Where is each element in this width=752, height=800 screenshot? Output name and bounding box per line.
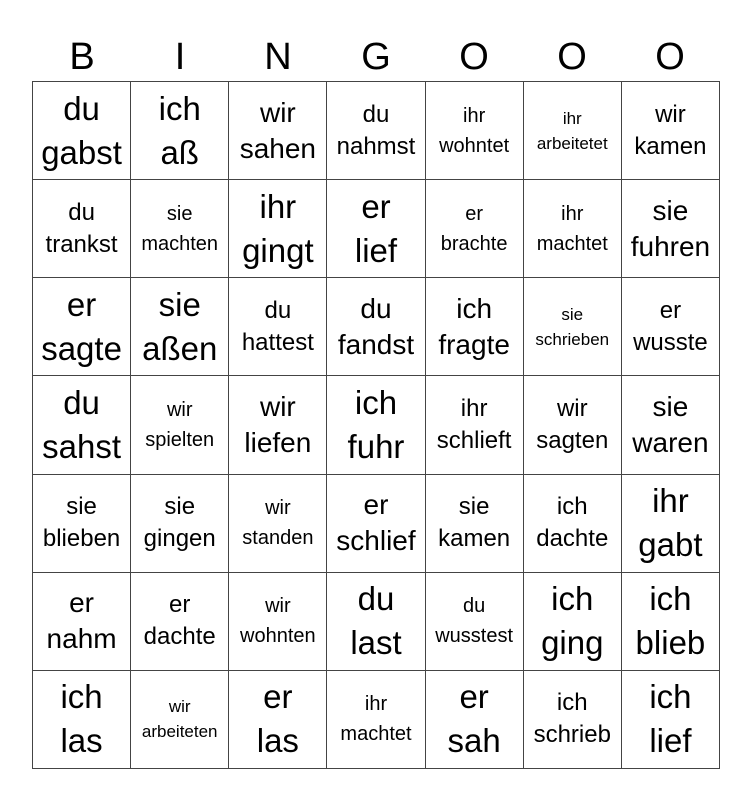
bingo-cell-pronoun: wir [655, 100, 686, 128]
bingo-cell-verb: kamen [438, 525, 511, 553]
bingo-cell-verb: nahmst [336, 132, 416, 160]
bingo-cell-pronoun: ich [556, 493, 588, 521]
bingo-cell[interactable] [229, 671, 327, 769]
bingo-cell[interactable] [327, 671, 425, 769]
bingo-cell-verb: aßen [142, 329, 218, 367]
bingo-cell-pronoun: ich [158, 89, 201, 127]
bingo-cell[interactable] [33, 180, 131, 278]
bingo-cell-pronoun: wir [259, 96, 296, 128]
bingo-cell-verb: blieben [42, 525, 121, 553]
bingo-cell-verb: aß [160, 133, 199, 171]
bingo-cell[interactable] [524, 376, 622, 474]
bingo-cell-pronoun: er [169, 591, 191, 619]
bingo-cell-verb: waren [632, 426, 709, 458]
bingo-cell-verb: gabst [41, 133, 122, 171]
bingo-cell[interactable] [229, 180, 327, 278]
bingo-cell-pronoun: sie [158, 285, 201, 323]
bingo-cell-verb: standen [242, 527, 314, 550]
header-letter-b: B [69, 36, 95, 78]
bingo-cell-pronoun: du [360, 292, 392, 324]
bingo-cell-verb: sagte [41, 329, 122, 367]
bingo-cell[interactable] [622, 475, 720, 573]
bingo-cell[interactable] [33, 573, 131, 671]
bingo-cell-pronoun: du [362, 100, 390, 128]
bingo-cell-verb: schrieben [535, 329, 610, 349]
bingo-cell[interactable] [426, 278, 524, 376]
bingo-cell-pronoun: ich [354, 383, 398, 421]
bingo-cell[interactable] [131, 376, 229, 474]
bingo-cell-pronoun: ihr [463, 104, 486, 127]
bingo-cell-verb: brachte [440, 232, 508, 255]
bingo-cell-verb: ging [541, 624, 604, 662]
bingo-cell[interactable] [131, 82, 229, 180]
bingo-cell[interactable] [426, 180, 524, 278]
bingo-cell-pronoun: er [465, 202, 484, 225]
bingo-cell-pronoun: ich [551, 580, 594, 618]
bingo-cell-pronoun: sie [164, 493, 196, 521]
bingo-cell-verb: wohnten [240, 625, 316, 648]
bingo-cell-verb: fuhr [347, 427, 405, 465]
bingo-cell-verb: sahen [239, 132, 316, 164]
bingo-cell-verb: nahm [46, 623, 117, 655]
bingo-cell-verb: gingt [242, 231, 314, 269]
bingo-cell-verb: machtet [536, 232, 608, 255]
bingo-cell-pronoun: du [463, 595, 486, 618]
bingo-cell-pronoun: wir [166, 398, 193, 421]
bingo-cell-pronoun: sie [166, 202, 193, 225]
bingo-cell[interactable] [229, 573, 327, 671]
bingo-cell-pronoun: ihr [364, 693, 388, 716]
bingo-cell[interactable] [524, 82, 622, 180]
bingo-cell-pronoun: er [363, 489, 389, 521]
bingo-cell[interactable] [327, 82, 425, 180]
bingo-cell-verb: schlief [336, 525, 416, 557]
bingo-cell[interactable] [327, 180, 425, 278]
bingo-cell-verb: schlieft [436, 426, 512, 454]
header-letter-o-2: O [557, 36, 587, 78]
header-letter-g: G [361, 36, 391, 78]
bingo-card-grid [32, 81, 720, 769]
bingo-cell-pronoun: wir [168, 697, 191, 717]
bingo-cell-verb: machtet [340, 723, 412, 746]
bingo-cell[interactable] [426, 671, 524, 769]
bingo-cell[interactable] [131, 180, 229, 278]
bingo-cell[interactable] [426, 475, 524, 573]
bingo-cell-verb: gabt [638, 526, 703, 564]
bingo-cell-verb: lief [354, 231, 398, 269]
bingo-cell-pronoun: ihr [652, 482, 689, 520]
bingo-cell-pronoun: sie [458, 493, 490, 521]
bingo-cell-verb: wusste [633, 328, 708, 356]
bingo-cell-verb: dachte [143, 623, 216, 651]
bingo-cell-verb: trankst [45, 230, 118, 258]
bingo-cell-pronoun: sie [66, 493, 97, 521]
bingo-cell[interactable] [131, 671, 229, 769]
bingo-cell-pronoun: du [264, 296, 292, 324]
bingo-cell-verb: lief [649, 722, 692, 760]
bingo-cell-verb: las [256, 722, 299, 760]
bingo-cell-verb: liefen [244, 426, 312, 458]
bingo-cell-verb: machten [141, 232, 219, 255]
bingo-cell-pronoun: du [68, 198, 95, 226]
bingo-cell[interactable] [33, 475, 131, 573]
bingo-cell-pronoun: er [459, 678, 489, 716]
bingo-cell-pronoun: ich [649, 678, 692, 716]
bingo-cell[interactable] [229, 82, 327, 180]
bingo-cell-verb: fuhren [630, 230, 711, 262]
bingo-cell[interactable] [524, 180, 622, 278]
bingo-cell[interactable] [622, 82, 720, 180]
bingo-cell[interactable] [131, 475, 229, 573]
bingo-cell-pronoun: ihr [460, 394, 488, 422]
bingo-cell-pronoun: er [66, 285, 97, 323]
header-letter-n: N [264, 36, 292, 78]
bingo-cell-verb: hattest [241, 328, 314, 356]
bingo-cell[interactable] [622, 671, 720, 769]
bingo-cell-verb: sagten [536, 426, 609, 454]
bingo-cell[interactable] [229, 278, 327, 376]
bingo-cell[interactable] [33, 82, 131, 180]
bingo-cell[interactable] [33, 376, 131, 474]
bingo-cell-pronoun: wir [556, 394, 588, 422]
bingo-cell[interactable] [524, 671, 622, 769]
bingo-cell-pronoun: ich [456, 292, 493, 324]
bingo-cell[interactable] [426, 376, 524, 474]
bingo-cell-verb: wusstest [435, 625, 514, 648]
bingo-cell[interactable] [622, 376, 720, 474]
bingo-cell[interactable] [327, 376, 425, 474]
bingo-cell[interactable] [524, 573, 622, 671]
bingo-cell[interactable] [229, 475, 327, 573]
bingo-cell-verb: arbeitetet [536, 133, 608, 153]
bingo-cell-verb: sahst [42, 427, 121, 465]
bingo-cell-verb: arbeiteten [141, 722, 218, 742]
bingo-cell-pronoun: ihr [562, 108, 582, 128]
bingo-cell[interactable] [524, 475, 622, 573]
header-letter-o-1: O [459, 36, 489, 78]
bingo-cell-pronoun: ich [556, 689, 588, 717]
bingo-cell-verb: spielten [145, 428, 215, 451]
bingo-cell-pronoun: wir [259, 390, 296, 422]
bingo-cell[interactable] [131, 573, 229, 671]
bingo-cell-verb: sah [447, 722, 501, 760]
bingo-cell-pronoun: ihr [259, 187, 297, 225]
bingo-cell-pronoun: sie [652, 194, 689, 226]
bingo-cell-verb: schrieb [533, 721, 611, 749]
bingo-cell[interactable] [33, 671, 131, 769]
bingo-cell-verb: dachte [536, 525, 609, 553]
bingo-cell-pronoun: ihr [561, 202, 584, 225]
header-letter-o-3: O [655, 36, 685, 78]
bingo-cell-pronoun: er [659, 296, 682, 324]
bingo-cell-pronoun: er [69, 587, 95, 619]
bingo-cell-pronoun: sie [652, 390, 689, 422]
bingo-cell-verb: gingen [143, 525, 216, 553]
bingo-cell-pronoun: er [263, 678, 293, 716]
bingo-cell[interactable] [229, 376, 327, 474]
bingo-cell-pronoun: du [63, 89, 100, 127]
bingo-cell-verb: last [350, 624, 402, 662]
bingo-cell[interactable] [33, 278, 131, 376]
bingo-header [33, 32, 719, 82]
bingo-cell[interactable] [426, 573, 524, 671]
bingo-cell-pronoun: du [63, 383, 100, 421]
bingo-cell-pronoun: sie [561, 304, 584, 324]
bingo-cell[interactable] [327, 475, 425, 573]
bingo-cell-verb: blieb [635, 624, 706, 662]
bingo-cell-pronoun: ich [60, 678, 103, 716]
bingo-cell[interactable] [622, 278, 720, 376]
bingo-cell[interactable] [524, 278, 622, 376]
bingo-cell-verb: kamen [634, 132, 707, 160]
bingo-cell[interactable] [327, 573, 425, 671]
bingo-cell[interactable] [131, 278, 229, 376]
bingo-cell[interactable] [327, 278, 425, 376]
bingo-cell[interactable] [426, 82, 524, 180]
bingo-cell-pronoun: du [357, 580, 395, 618]
bingo-cell-verb: fragte [438, 328, 510, 360]
bingo-cell-pronoun: wir [265, 595, 291, 618]
bingo-cell-verb: wohntet [439, 134, 510, 157]
bingo-cell[interactable] [622, 573, 720, 671]
bingo-cell-verb: las [60, 722, 103, 760]
bingo-cell-pronoun: ich [649, 580, 692, 618]
bingo-cell-pronoun: wir [265, 497, 291, 520]
bingo-cell-verb: fandst [337, 328, 415, 360]
bingo-cell-pronoun: er [361, 187, 391, 225]
bingo-cell[interactable] [622, 180, 720, 278]
header-letter-i: I [174, 36, 186, 78]
